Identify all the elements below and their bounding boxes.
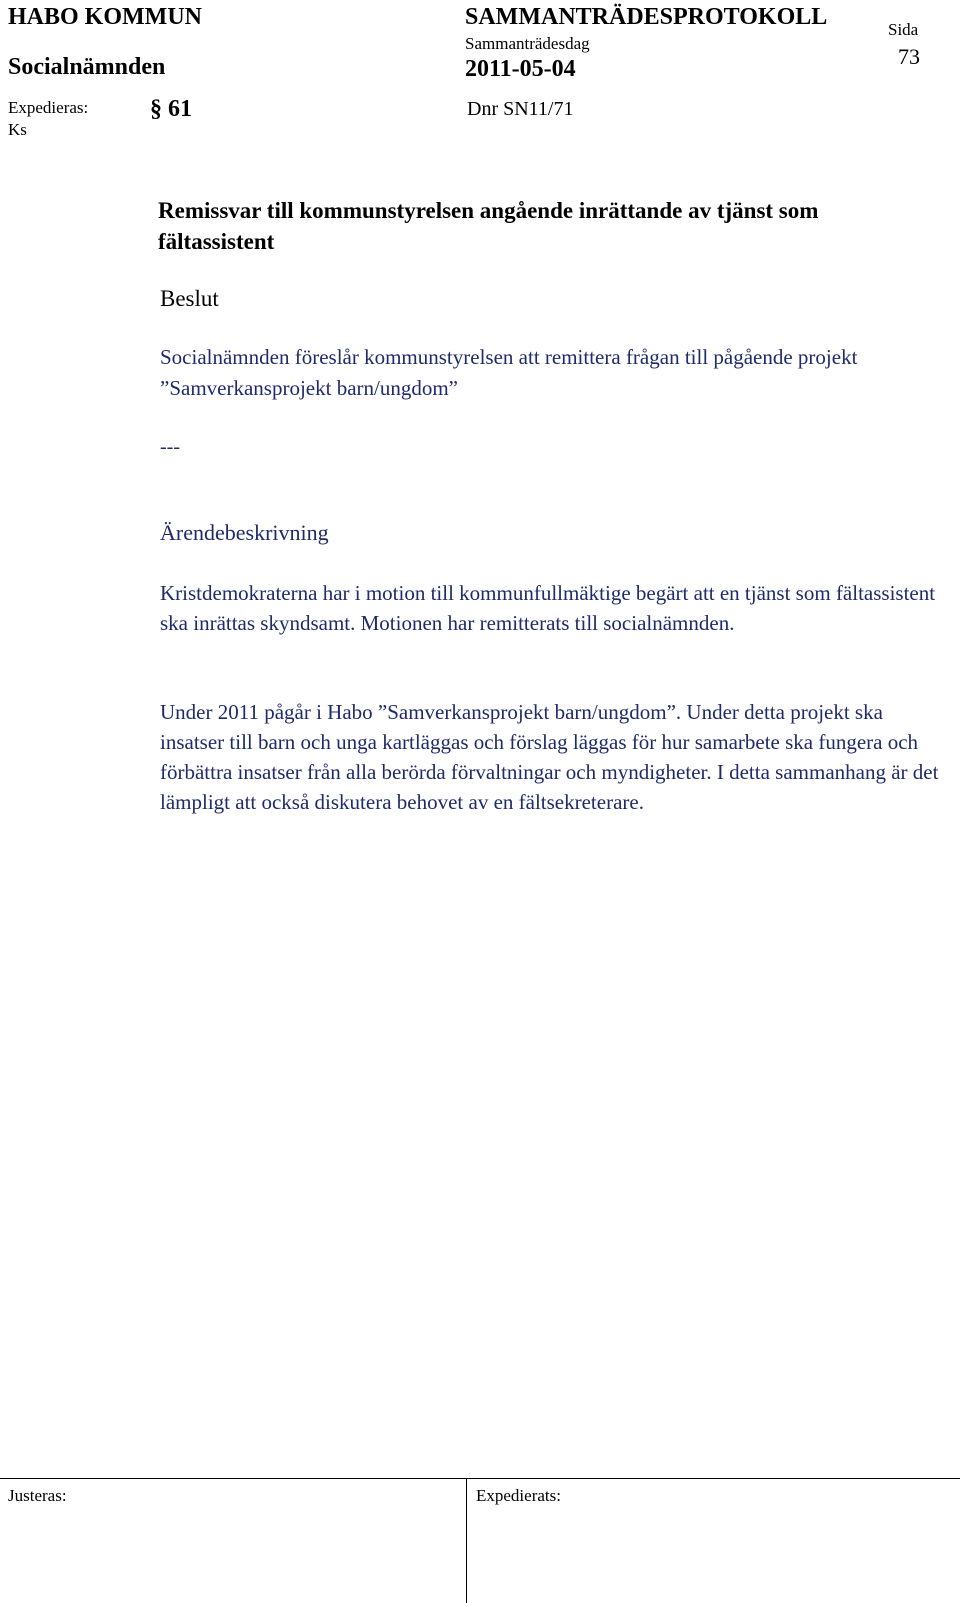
arende-paragraph-2: Under 2011 pågår i Habo ”Samverkansprojekt barn/ungdom”. Under detta projekt ska insatser till barn och unga kartläggas och förslag läggas för hur samarbete ska fungera och förbättra insatser från alla berörda förvaltningar och myndigheter. I detta sammanhang är det lämpligt att också diskutera behovet av en fältsekreterare.: [160, 700, 939, 814]
paragraph-number: § 61: [150, 96, 192, 122]
organization-name: HABO KOMMUN: [8, 4, 202, 30]
arende-paragraph-1: Kristdemokraterna har i motion till kommunfullmäktige begärt att en tjänst som fältassistent ska inrättas skyndsamt. Motionen har remitterats till socialnämnden.: [160, 581, 936, 635]
case-number: Dnr SN11/71: [467, 98, 574, 120]
page-number: 73: [898, 44, 920, 69]
section-separator: ---: [160, 436, 180, 458]
committee-name: Socialnämnden: [8, 54, 166, 80]
justeras-label: Justeras:: [8, 1486, 67, 1505]
footer-divider: [0, 1478, 960, 1479]
expedieras-value: Ks: [8, 120, 27, 139]
arende-heading: Ärendebeskrivning: [160, 520, 329, 545]
document-type: SAMMANTRÄDESPROTOKOLL: [465, 4, 828, 30]
expedierats-label: Expedierats:: [476, 1486, 561, 1505]
beslut-text: Socialnämnden föreslår kommunstyrelsen att remittera frågan till pågående projekt ”Samverkansprojekt barn/ungdom”: [160, 345, 858, 400]
footer-column-divider: [466, 1478, 467, 1603]
page-label: Sida: [888, 20, 919, 39]
document-title: Remissvar till kommunstyrelsen angående inrättande av tjänst som fältassistent: [158, 198, 819, 254]
meeting-date-label: Sammanträdesdag: [465, 34, 590, 53]
meeting-date: 2011-05-04: [465, 56, 576, 82]
expedieras-label: Expedieras:: [8, 98, 89, 117]
beslut-heading: Beslut: [160, 286, 219, 311]
